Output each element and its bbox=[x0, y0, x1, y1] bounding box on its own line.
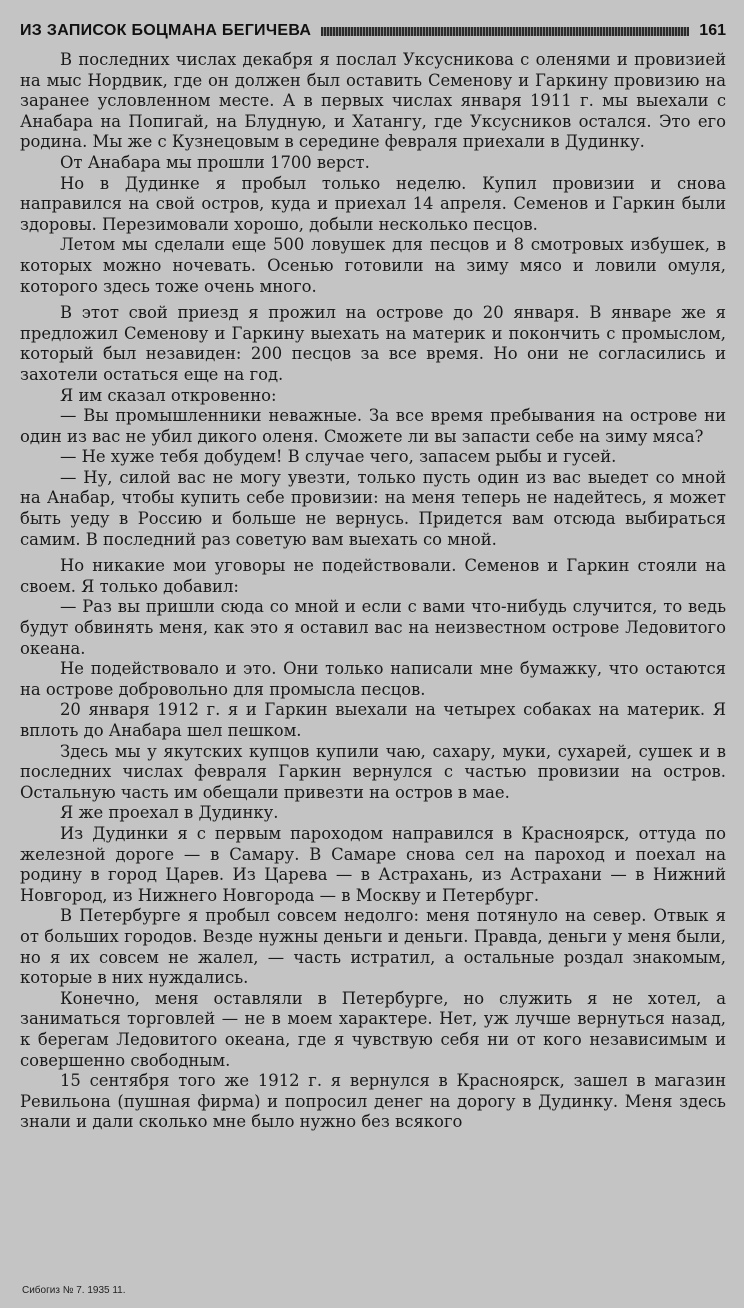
page-header bbox=[20, 16, 726, 46]
dialogue-line: — Раз вы пришли сюда со мной и если с вами что-нибудь случится, то ведь будут обвинять меня, как это я оставил вас на неизвестном острове Ледовитого океана. bbox=[20, 597, 726, 658]
running-head: ИЗ ЗАПИСОК БОЦМАНА БЕГИЧЕВА bbox=[20, 22, 312, 39]
paragraph: Я им сказал откровенно: bbox=[60, 385, 277, 405]
paragraph: От Анабара мы прошли 1700 верст. bbox=[60, 152, 370, 172]
text-body bbox=[20, 50, 726, 1133]
paragraph: Я же проехал в Дудинку. bbox=[60, 803, 279, 823]
paragraph: Летом мы сделали еще 500 ловушек для песцов и 8 смотровых избушек, в которых можно ночевать. Осенью готовили на зиму мясо и ловили омуля, которого здесь тоже очень много. bbox=[20, 235, 726, 296]
paragraph: В этот свой приезд я прожил на острове до 20 января. В январе же я предложил Семенову и Гаркину выехать на материк и покончить с промыслом, который был незавиден: 200 песцов за все время. Но они не согласились и захотели остаться еще на год. bbox=[20, 303, 726, 384]
paragraph: 15 сентября того же 1912 г. я вернулся в Красноярск, зашел в магазин Ревильона (пушная фирма) и попросил денег на дорогу в Дудинку. Меня здесь знали и дали сколько мне было нужно без всякого bbox=[20, 1071, 726, 1132]
paragraph: Но в Дудинке я пробыл только неделю. Купил провизии и снова направился на свой остров, куда и приехал 14 апреля. Семенов и Гаркин были здоровы. Перезимовали хорошо, добыли несколько песцов. bbox=[20, 173, 726, 234]
paragraph: 20 января 1912 г. я и Гаркин выехали на четырех собаках на материк. Я вплоть до Анабара шел пешком. bbox=[20, 700, 726, 740]
paragraph: В Петербурге я пробыл совсем недолго: меня потянуло на север. Отвык я от больших городов. Везде нужны деньги и деньги. Правда, деньги у меня были, но я их совсем не жалел, — часть истратил, а остальные роздал знакомым, которые в них нуждались. bbox=[20, 906, 726, 988]
paragraph: В последних числах декабря я послал Уксусникова с оленями и провизией на мыс Нордвик, где он должен был оставить Семенову и Гаркину провизию на заранее условленном месте. А в первых числах января 1911 г. мы выехали с Анабара на Попигай, на Блудную, и Хатангу, где Уксусников остался. Это его родина. Мы же с Кузнецовым в середине февраля приехали в Дудинку. bbox=[20, 50, 726, 152]
imprint-footer: Сибогиз № 7. 1935 11. bbox=[22, 1285, 126, 1296]
dialogue-line: — Ну, силой вас не могу увезти, только пусть один из вас выедет со мной на Анабар, чтобы купить себе провизии: на меня теперь не надейтесь, я может быть уеду в Россию и больше не вернусь. Придется вам отсюда выбираться самим. В последний раз советую вам выехать со мной. bbox=[20, 467, 726, 549]
dialogue-line: — Не хуже тебя добудем! В случае чего, запасем рыбы и гусей. bbox=[60, 447, 617, 467]
paragraph: Но никакие мои уговоры не подействовали. Семенов и Гаркин стояли на своем. Я только добавил: bbox=[20, 556, 726, 596]
paragraph: Здесь мы у якутских купцов купили чаю, сахару, муки, сухарей, сушек и в последних числах февраля Гаркин вернулся с частью провизии на остров. Остальную часть им обещали привезти на остров в мае. bbox=[20, 741, 726, 802]
paragraph: Из Дудинки я с первым пароходом направился в Красноярск, оттуда по железной дороге — в Самару. В Самаре снова сел на пароход и поехал на родину в город Царев. Из Царева — в Астрахань, из Астрахани — в Нижний Новгород, из Нижнего Новгорода — в Москву и Петербург. bbox=[20, 823, 726, 905]
paragraph: Не подействовало и это. Они только написали мне бумажку, что остаются на острове добровольно для промысла песцов. bbox=[20, 659, 726, 699]
dialogue-line: — Вы промышленники неважные. За все время пребывания на острове ни один из вас не убил дикого оленя. Сможете ли вы запасти себе на зиму мяса? bbox=[20, 406, 726, 446]
header-rule bbox=[321, 27, 689, 36]
page-number: 161 bbox=[699, 22, 726, 39]
paragraph: Конечно, меня оставляли в Петербурге, но служить я не хотел, а заниматься торговлей — не в моем характере. Нет, уж лучше вернуться назад, к берегам Ледовитого океана, где я чувствую себя ни от кого независимым и совершенно свободным. bbox=[20, 988, 726, 1070]
